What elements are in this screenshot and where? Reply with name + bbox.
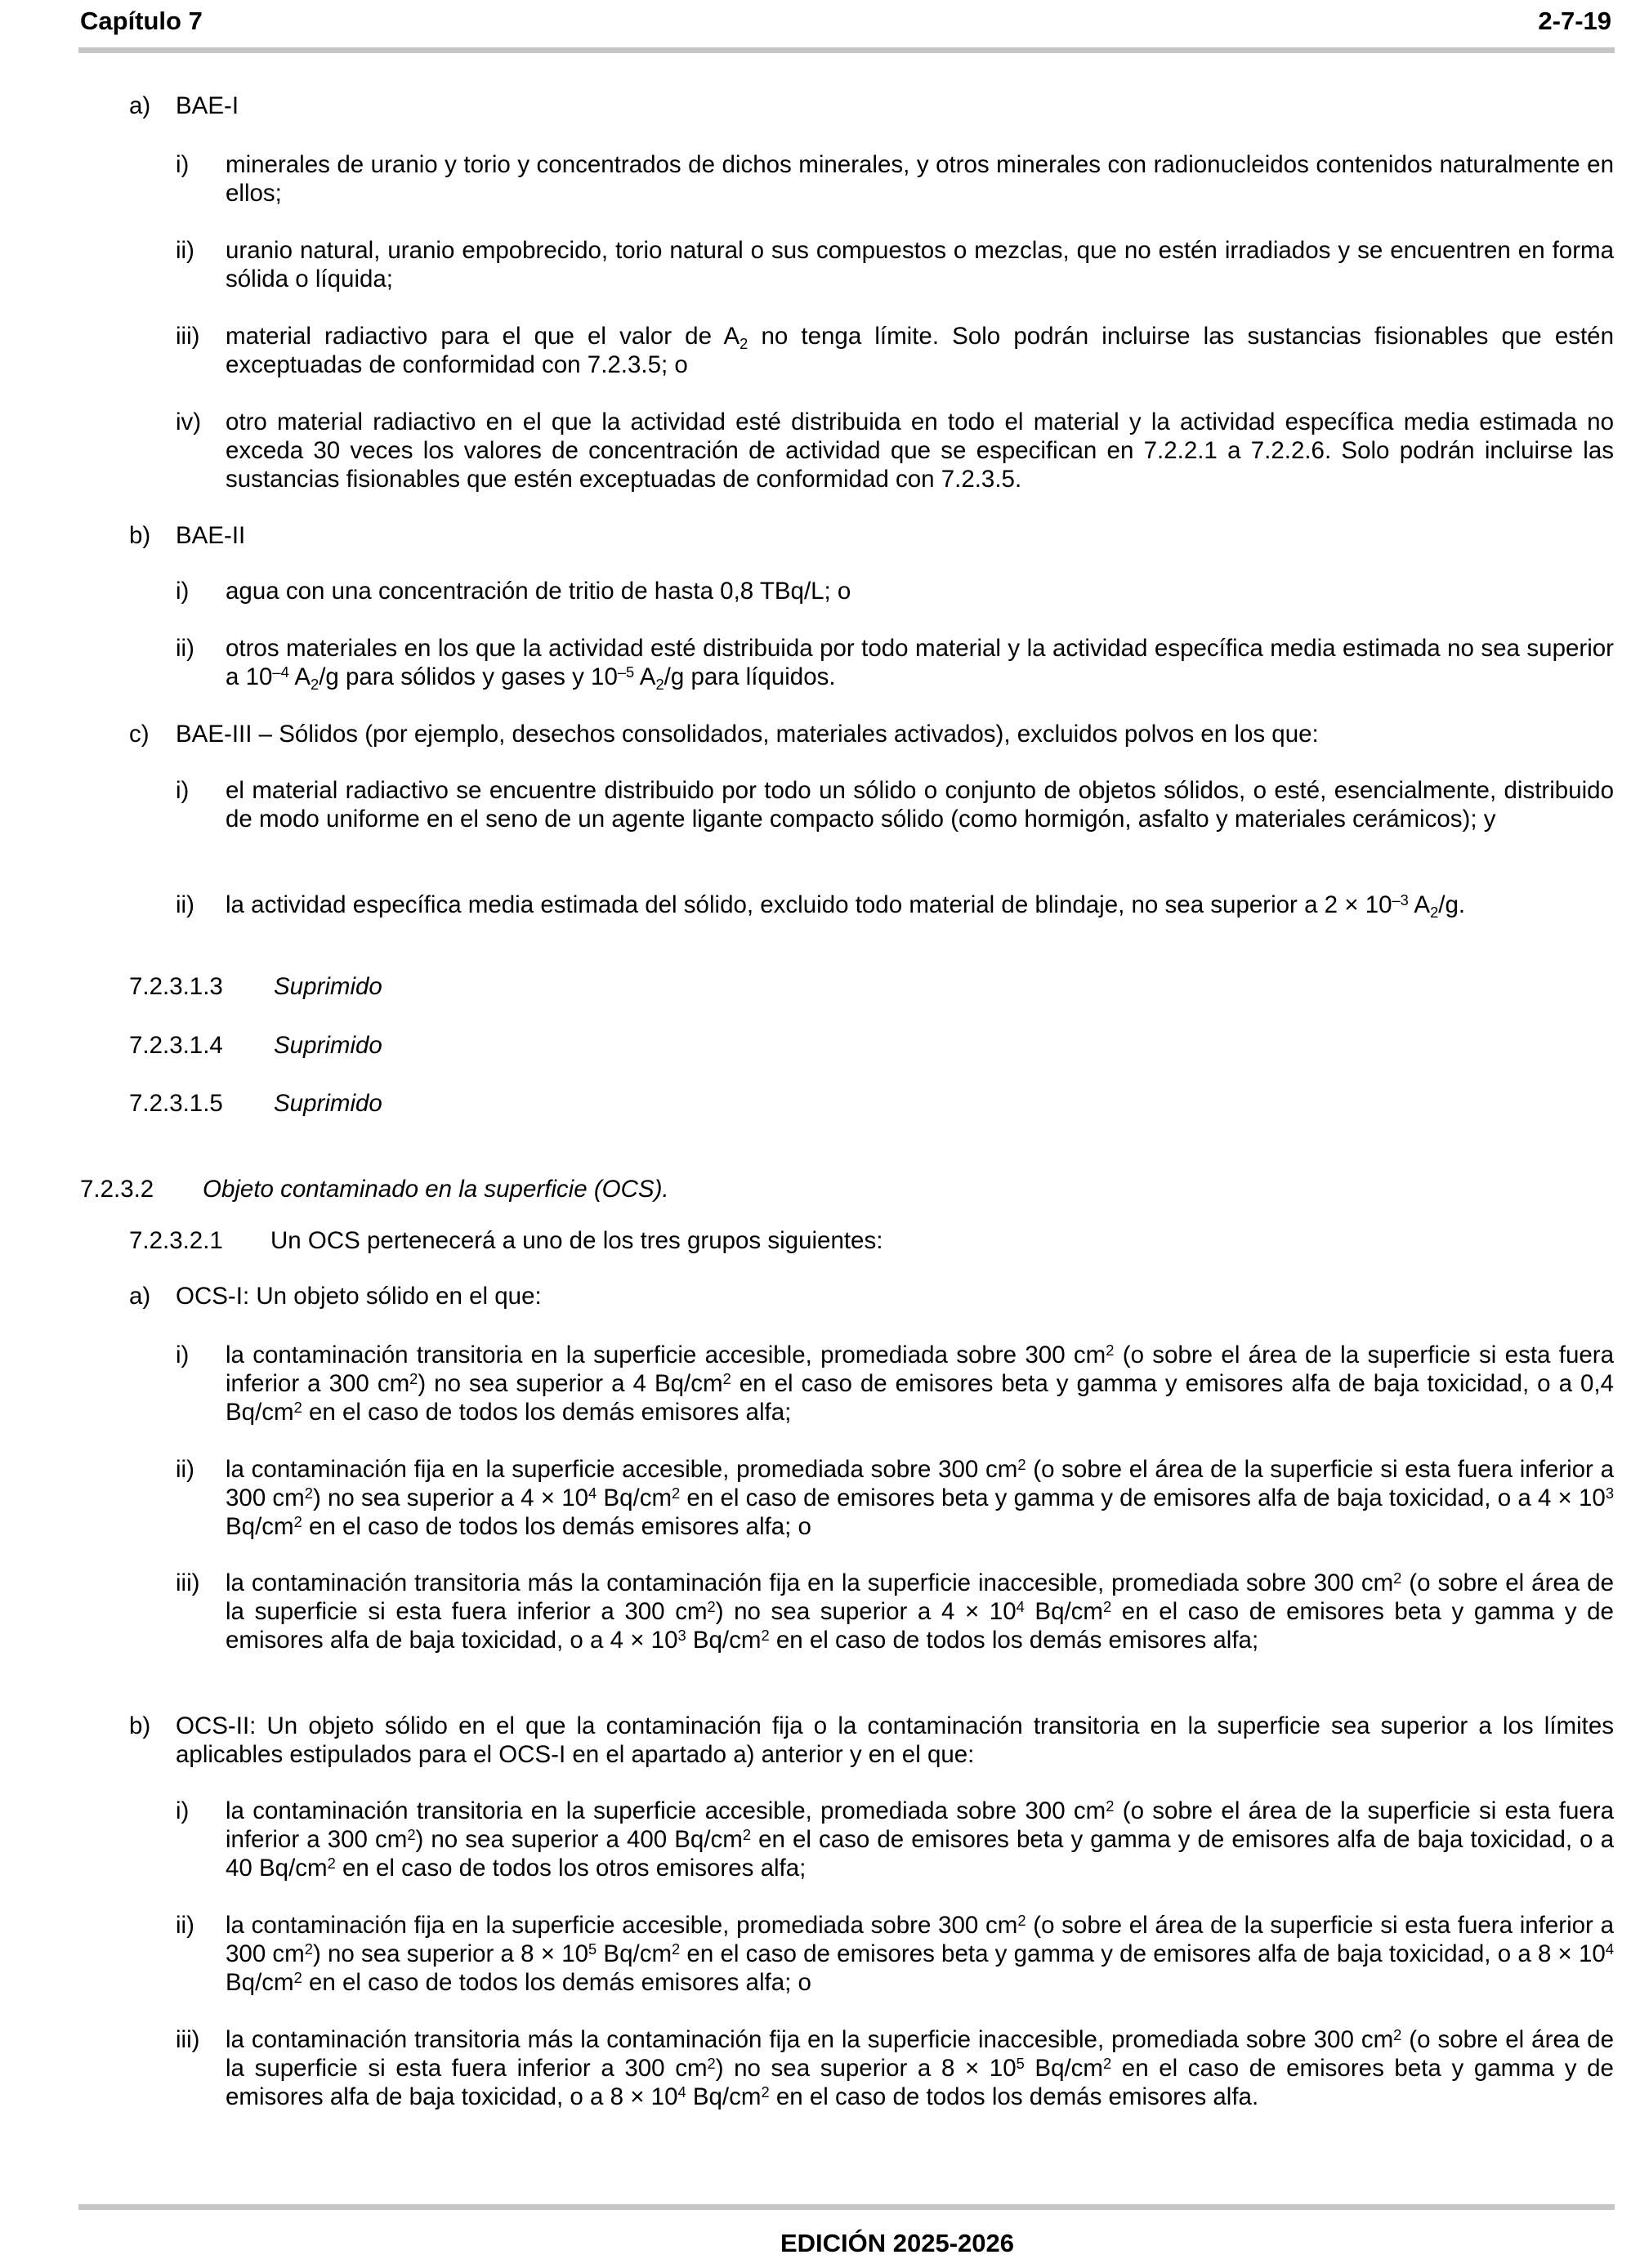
list-label: i) xyxy=(176,151,190,178)
chapter-title: Capítulo 7 xyxy=(80,7,203,35)
list-label: ii) xyxy=(176,237,194,264)
list-label: iii) xyxy=(176,2026,200,2053)
list-label: i) xyxy=(176,578,190,605)
list-item-text: agua con una concentración de tritio de hasta 0,8 TBq/L; o xyxy=(226,578,851,605)
list-label: b) xyxy=(129,1712,151,1739)
list-label: b) xyxy=(129,522,151,549)
section-text: Suprimido xyxy=(274,1090,382,1117)
group-title-bae-i: BAE-I xyxy=(176,92,239,119)
list-label: i) xyxy=(176,777,190,804)
section-text: Suprimido xyxy=(274,973,382,1000)
header-rule xyxy=(78,47,1615,53)
list-item-text: la contaminación fija en la superficie accesible, promediada sobre 300 $cm^2$ (o sobre el área de la superficie si esta fuera inferior a 300 $cm^2$) no sea superior a $8 \times 10^5$ $Bq/cm^2$ en el caso de emisores beta y gamma y de emisores alfa de baja toxicidad, o a $8 \times 10^4$ $Bq/cm^2$ en el caso de todos los demás emisores alfa; o xyxy=(226,1911,1614,1996)
group-title-bae-ii: BAE-II xyxy=(176,522,246,549)
list-label: i) xyxy=(176,1797,190,1824)
list-label: ii) xyxy=(176,1912,194,1939)
group-title-ocs-ii: OCS-II: Un objeto sólido en el que la contaminación fija o la contaminación transitoria en la superficie sea superior a los límites aplicables estipulados para el OCS-I en el apartado a) anterior y en el que: xyxy=(176,1712,1614,1768)
list-label: i) xyxy=(176,1342,190,1368)
section-text: Suprimido xyxy=(274,1032,382,1059)
section-number: 7.2.3.2.1 xyxy=(129,1227,223,1254)
section-number: 7.2.3.1.5 xyxy=(129,1090,223,1117)
list-label: ii) xyxy=(176,891,194,918)
section-text: Un OCS pertenecerá a uno de los tres grupos siguientes: xyxy=(270,1227,883,1254)
list-label: c) xyxy=(129,721,150,748)
group-title-bae-iii: BAE-III – Sólidos (por ejemplo, desechos consolidados, materiales activados), excluidos polvos en los que: xyxy=(176,721,1319,748)
list-item-text: el material radiactivo se encuentre distribuido por todo un sólido o conjunto de objetos sólidos, o esté, esencialmente, distribuido de modo uniforme en el seno de un agente ligante compacto sólido (como hormigón, asfalto y materiales cerámicos); y xyxy=(226,777,1614,833)
section-title: Objeto contaminado en la superficie (OCS). xyxy=(203,1176,669,1203)
list-item-text: la contaminación transitoria más la contaminación fija en la superficie inaccesible, promediada sobre 300 $cm^2$ (o sobre el área de la superficie si esta fuera inferior a 300 $cm^2$) no sea superior a $8 \times 10^5$ $Bq/cm^2$ en el caso de emisores beta y gamma y de emisores alfa de baja toxicidad, o a $8 \times 10^4$ $Bq/cm^2$ en el caso de todos los demás emisores alfa. xyxy=(226,2025,1614,2110)
list-item-text: la contaminación transitoria más la contaminación fija en la superficie inaccesible, promediada sobre 300 $cm^2$ (o sobre el área de la superficie si esta fuera inferior a 300 $cm^2$) no sea superior a $4 \times 10^4$ $Bq/cm^2$ en el caso de emisores beta y gamma y de emisores alfa de baja toxicidad, o a $4 \times 10^3$ $Bq/cm^2$ en el caso de todos los demás emisores alfa; xyxy=(226,1569,1614,1654)
list-label: iv) xyxy=(176,409,202,435)
list-label: ii) xyxy=(176,1456,194,1483)
list-label: ii) xyxy=(176,635,194,662)
group-title-ocs-i: OCS-I: Un objeto sólido en el que: xyxy=(176,1283,542,1310)
list-label: a) xyxy=(129,92,151,119)
section-number: 7.2.3.1.3 xyxy=(129,973,223,1000)
list-item-text: minerales de uranio y torio y concentrados de dichos minerales, y otros minerales con radionucleidos contenidos naturalmente en ellos; xyxy=(226,151,1614,207)
list-item-text: material radiactivo para el que el valor de $A_2$ no tenga límite. Solo podrán incluirse las sustancias fisionables que estén exceptuadas de conformidad con 7.2.3.5; o xyxy=(226,323,1614,378)
list-label: iii) xyxy=(176,323,200,350)
list-item-text: otro material radiactivo en el que la actividad esté distribuida en todo el material y la actividad específica media estimada no exceda 30 veces los valores de concentración de actividad que se especifican en 7.2.2.1 a 7.2.2.6. Solo podrán incluirse las sustancias fisionables que estén exceptuadas de conformidad con 7.2.3.5. xyxy=(226,409,1614,493)
edition-footer: EDICIÓN 2025-2026 xyxy=(780,2229,1015,2257)
footer-rule xyxy=(78,2204,1615,2210)
section-number: 7.2.3.2 xyxy=(80,1176,154,1203)
list-label: a) xyxy=(129,1283,151,1310)
section-number: 7.2.3.1.4 xyxy=(129,1032,223,1059)
list-item-text: la actividad específica media estimada del sólido, excluido todo material de blindaje, no sea superior a $2 \times 10^{-3}$ $A_2/g$. xyxy=(226,891,1466,922)
list-item-text: la contaminación transitoria en la superficie accesible, promediada sobre 300 $cm^2$ (o sobre el área de la superficie si esta fuera inferior a 300 $cm^2$) no sea superior a 400 $Bq/cm^2$ en el caso de emisores beta y gamma y de emisores alfa de baja toxicidad, o a 40 $Bq/cm^2$ en el caso de todos los otros emisores alfa; xyxy=(226,1797,1614,1882)
list-item-text: la contaminación transitoria en la superficie accesible, promediada sobre 300 $cm^2$ (o sobre el área de la superficie si esta fuera inferior a 300 $cm^2$) no sea superior a 4 $Bq/cm^2$ en el caso de emisores beta y gamma y emisores alfa de baja toxicidad, o a 0,4 $Bq/cm^2$ en el caso de todos los demás emisores alfa; xyxy=(226,1341,1614,1426)
list-item-text: uranio natural, uranio empobrecido, torio natural o sus compuestos o mezclas, que no estén irradiados y se encuentren en forma sólida o líquida; xyxy=(226,237,1614,292)
list-item-text: la contaminación fija en la superficie accesible, promediada sobre 300 $cm^2$ (o sobre el área de la superficie si esta fuera inferior a 300 $cm^2$) no sea superior a $4 \times 10^4$ $Bq/cm^2$ en el caso de emisores beta y gamma y de emisores alfa de baja toxicidad, o a $4 \times 10^3$ $Bq/cm^2$ en el caso de todos los demás emisores alfa; o xyxy=(226,1455,1614,1540)
list-label: iii) xyxy=(176,1569,200,1596)
page-number: 2-7-19 xyxy=(1538,7,1611,35)
list-item-text: otros materiales en los que la actividad esté distribuida por todo material y la actividad específica media estimada no sea superior a $10^{-4}$ $A_2/g$ para sólidos y gases y $10^{-5}$ $A_2/g$ para líquidos. xyxy=(226,635,1614,694)
